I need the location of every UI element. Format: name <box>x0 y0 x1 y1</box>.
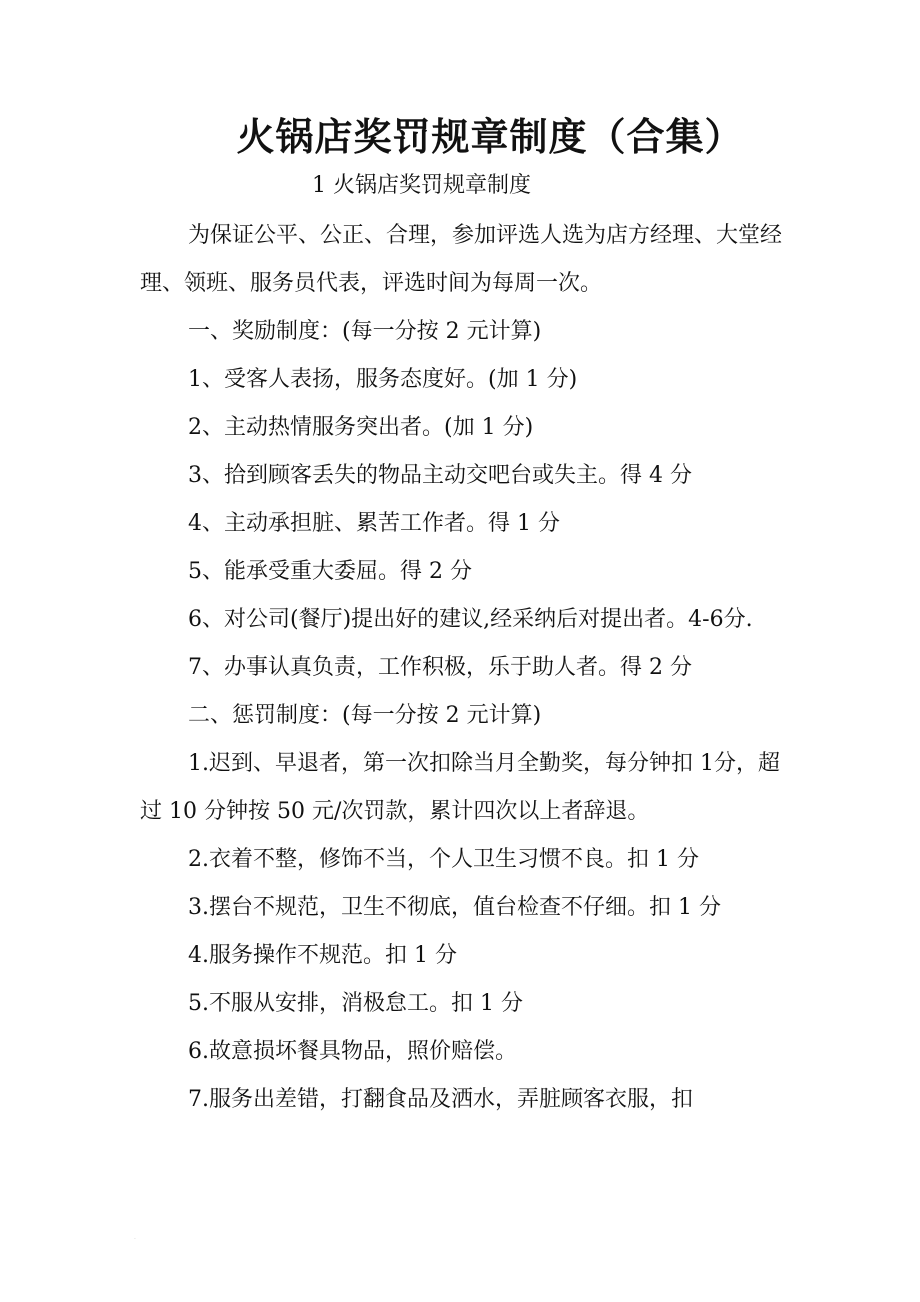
reward-item: 3、拾到顾客丢失的物品主动交吧台或失主。得 4 分 <box>188 463 692 488</box>
penalty-item: 4.服务操作不规范。扣 1 分 <box>188 943 457 968</box>
reward-item: 4、主动承担脏、累苦工作者。得 1 分 <box>188 511 560 536</box>
penalty-item: 7.服务出差错，打翻食品及洒水，弄脏顾客衣服，扣 <box>188 1087 693 1112</box>
document-title: 火锅店奖罚规章制度（合集） <box>236 115 744 159</box>
reward-item: 6、对公司(餐厅)提出好的建议,经采纳后对提出者。4-6分. <box>188 607 753 632</box>
section-heading-penalties: 二、惩罚制度：(每一分按 2 元计算) <box>188 703 542 728</box>
penalty-item: 3.摆台不规范，卫生不彻底，值台检查不仔细。扣 1 分 <box>188 895 721 920</box>
reward-item: 7、办事认真负责，工作积极，乐于助人者。得 2 分 <box>188 655 692 680</box>
document-subtitle: 1 火锅店奖罚规章制度 <box>312 173 531 198</box>
penalty-item: 1.迟到、早退者，第一次扣除当月全勤奖，每分钟扣 1分，超过 10 分钟按 50 元/次罚款，累计四次以上者辞退。 <box>140 751 780 824</box>
reward-item: 5、能承受重大委屈。得 2 分 <box>188 559 472 584</box>
document-body <box>140 212 790 1124</box>
penalty-item: 2.衣着不整，修饰不当，个人卫生习惯不良。扣 1 分 <box>188 847 699 872</box>
section-heading-rewards: 一、奖励制度：(每一分按 2 元计算) <box>188 319 542 344</box>
reward-item: 1、受客人表扬，服务态度好。(加 1 分) <box>188 367 578 392</box>
reward-item: 2、主动热情服务突出者。(加 1 分) <box>188 415 534 440</box>
paragraph-intro: 为保证公平、公正、合理，参加评选人选为店方经理、大堂经理、领班、服务员代表，评选时间为每周一次。 <box>140 223 783 296</box>
penalty-item: 6.故意损坏餐具物品，照价赔偿。 <box>188 1039 517 1064</box>
page-dot-mark: · <box>134 1236 136 1243</box>
penalty-item: 5.不服从安排，消极怠工。扣 1 分 <box>188 991 523 1016</box>
